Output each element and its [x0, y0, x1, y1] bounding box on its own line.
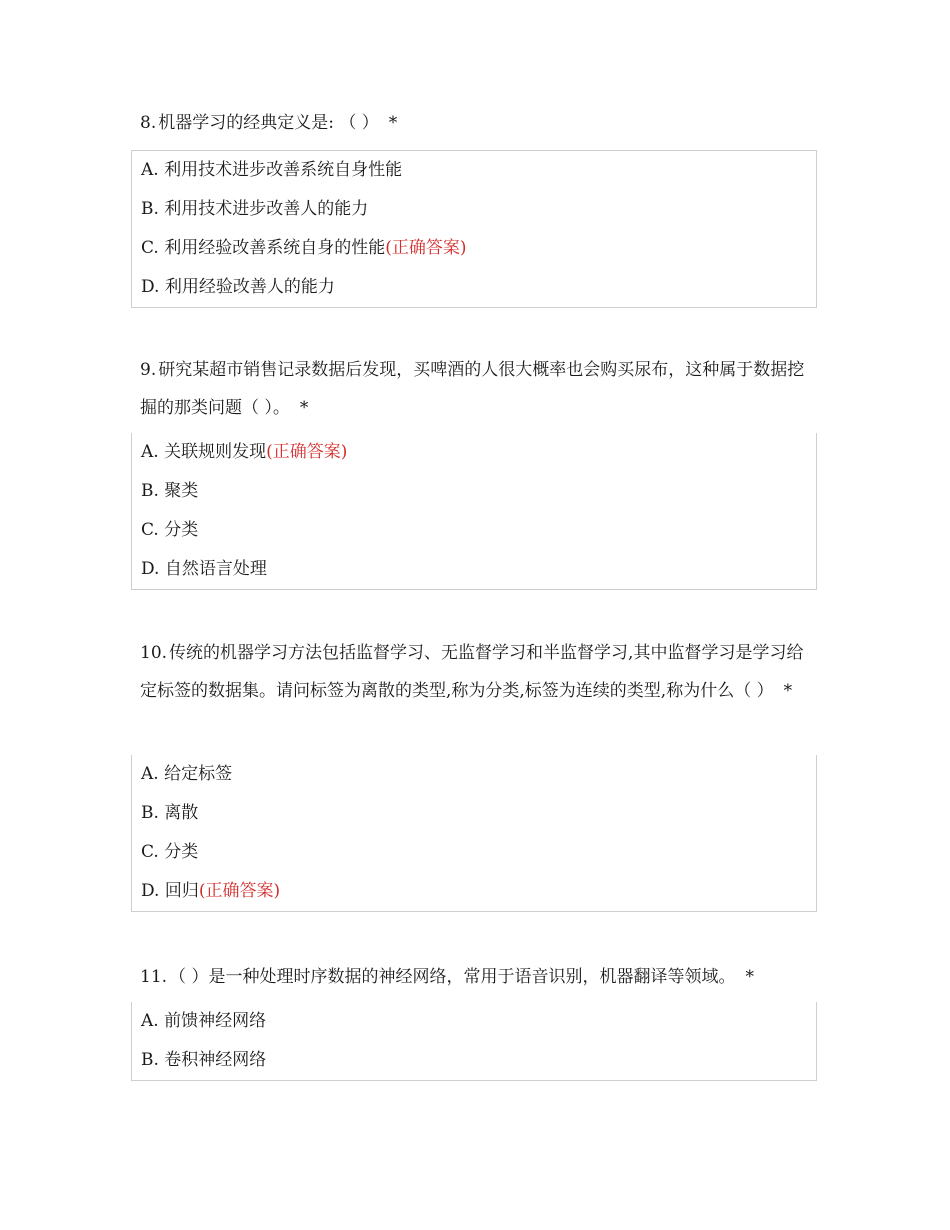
- option-label: C. 利用经验改善系统自身的性能: [141, 238, 386, 258]
- question-8-text: [140, 104, 820, 142]
- correct-answer-tag: (正确答案): [198, 881, 281, 901]
- option-a[interactable]: [132, 151, 816, 190]
- option-label: B. 聚类: [141, 481, 199, 501]
- option-c[interactable]: [132, 833, 816, 872]
- correct-answer-tag: (正确答案): [385, 238, 467, 258]
- question-number: 8.: [140, 113, 157, 133]
- required-mark: *: [745, 967, 754, 987]
- option-b[interactable]: [132, 472, 816, 511]
- option-b[interactable]: [132, 794, 816, 833]
- option-label: B. 离散: [141, 803, 199, 823]
- question-prompt: 机器学习的经典定义是: （ ）: [158, 113, 379, 133]
- option-label: B. 利用技术进步改善人的能力: [141, 199, 369, 219]
- question-number: 9.: [140, 360, 157, 380]
- question-11-options: [131, 1002, 817, 1081]
- option-label: C. 分类: [141, 842, 199, 862]
- required-mark: *: [783, 681, 793, 701]
- question-10-text: [140, 634, 820, 710]
- option-label: D. 利用经验改善人的能力: [141, 277, 335, 297]
- question-11-text: [140, 958, 820, 996]
- question-prompt: 传统的机器学习方法包括监督学习、无监督学习和半监督学习,其中监督学习是学习给定标签的数据集。请问标签为离散的类型,称为分类,标签为连续的类型,称为什么（ ）: [140, 643, 804, 701]
- question-9-text: [140, 351, 820, 427]
- option-label: A. 关联规则发现: [141, 442, 267, 462]
- option-b[interactable]: [132, 190, 816, 229]
- option-label: C. 分类: [141, 520, 199, 540]
- required-mark: *: [388, 113, 398, 133]
- question-prompt: （ ）是一种处理时序数据的神经网络，常用于语音识别，机器翻译等领域。: [169, 967, 736, 987]
- question-prompt: 研究某超市销售记录数据后发现，买啤酒的人很大概率也会购买尿布，这种属于数据挖掘的那类问题（ ）。: [140, 360, 805, 418]
- option-d[interactable]: [132, 550, 816, 589]
- option-label: A. 给定标签: [141, 764, 233, 784]
- option-a[interactable]: [132, 1002, 816, 1041]
- option-d[interactable]: [132, 268, 816, 307]
- option-a[interactable]: [132, 755, 816, 794]
- option-a[interactable]: [132, 433, 816, 472]
- option-label: B. 卷积神经网络: [141, 1050, 267, 1070]
- option-label: A. 前馈神经网络: [141, 1011, 267, 1031]
- option-c[interactable]: [132, 229, 816, 268]
- option-label: D. 回归: [141, 881, 199, 901]
- option-label: A. 利用技术进步改善系统自身性能: [141, 160, 403, 180]
- question-8-options: [131, 150, 817, 308]
- option-d[interactable]: [132, 872, 816, 911]
- question-number: 10.: [140, 643, 168, 663]
- question-10-options: [131, 755, 817, 912]
- required-mark: *: [299, 398, 309, 418]
- option-c[interactable]: [132, 511, 816, 550]
- option-label: D. 自然语言处理: [141, 559, 267, 579]
- question-9-options: [131, 433, 817, 590]
- question-number: 11.: [140, 967, 168, 987]
- option-b[interactable]: [132, 1041, 816, 1080]
- correct-answer-tag: (正确答案): [266, 442, 348, 462]
